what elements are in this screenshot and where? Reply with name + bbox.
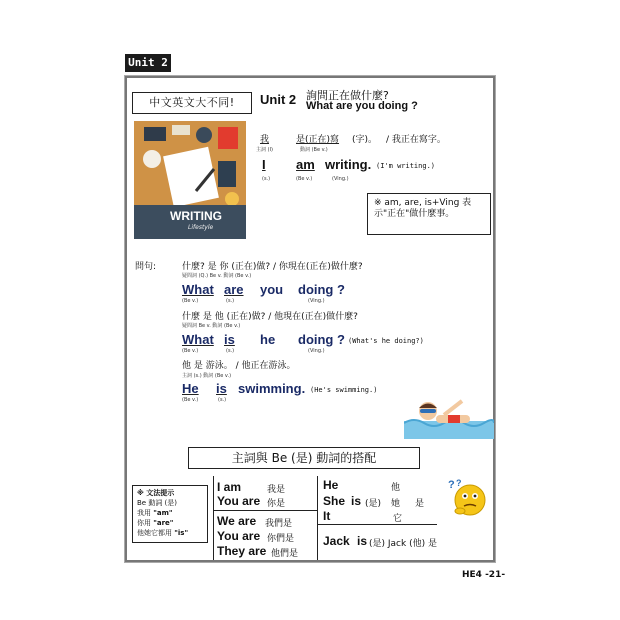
title-english: What are you doing ? — [306, 100, 418, 112]
q1-doing: doing ? — [298, 282, 345, 297]
a1-notes: 主詞 (s.) 動詞 (Be v.) — [182, 373, 232, 379]
row-you-are-cn: 你是 — [267, 499, 286, 509]
row-you-are: You are — [217, 494, 261, 508]
page-number: HE4 -21- — [462, 570, 506, 580]
q2-cn: 什麼 是 他 (正在)做? / 他現在(正在)做什麼? — [182, 312, 358, 322]
row-we-are-cn: 我們是 — [265, 519, 293, 529]
q2-notes: 疑問詞 Be v. 動詞 (Be v.) — [182, 323, 241, 329]
q2-doing: doing ? — [298, 332, 345, 347]
illustration-label: WRITING — [170, 209, 222, 223]
row-i-am-cn: 我是 — [267, 485, 286, 495]
q2-is: is — [224, 332, 235, 347]
illustration-sub: Lifestyle — [188, 224, 214, 231]
a1-he: He — [182, 381, 199, 396]
grammar-note — [132, 485, 208, 543]
ex1-note-subject: 主詞 (I) — [256, 147, 273, 153]
row-is: is — [351, 494, 362, 508]
row-jack: Jack — [323, 534, 350, 548]
thinking-face-illustration — [446, 478, 492, 518]
row-i-am: I am — [217, 480, 242, 494]
row-he: He — [323, 478, 339, 492]
row-it-cn: 它 — [393, 514, 403, 524]
ex1-n-bev: (Be v.) — [296, 176, 313, 182]
rule-box: ※ am, are, is+Ving 表示"正在"做什麼事。 — [367, 193, 491, 235]
row-we-are: We are — [217, 514, 257, 528]
row-they-are-cn: 他們是 — [271, 549, 299, 559]
svg-text:?: ? — [456, 478, 462, 488]
unit-title: Unit 2 — [260, 92, 297, 107]
writing-illustration — [134, 121, 246, 239]
svg-text:?: ? — [448, 479, 455, 491]
section-title: 主詞與 Be (是) 動詞的搭配 — [188, 447, 420, 469]
swimmer-illustration — [404, 395, 494, 439]
row-she-cn: 她 — [391, 499, 401, 509]
q1-you: you — [260, 282, 284, 297]
a1-swimming: swimming. — [238, 381, 306, 396]
a1-n1: (Be v.) — [182, 397, 199, 403]
row-they-are: They are — [217, 544, 267, 558]
ex1-n-s: (s.) — [262, 176, 271, 182]
subject-be-table — [213, 476, 437, 560]
unit-tag: Unit 2 — [125, 54, 171, 72]
q2-n3: (Ving.) — [308, 348, 325, 354]
q2-what: What — [182, 332, 214, 347]
q1-what: What — [182, 282, 214, 297]
q1-cn: 什麼? 是 你 (正在)做? / 你現在(正在)做什麼? — [182, 262, 363, 272]
row-is-cn: (是) — [365, 499, 382, 509]
a1-n2: (s.) — [218, 397, 227, 403]
row-jack-is: is — [357, 534, 368, 548]
row-jack-cn: (是) Jack (他) 是 — [369, 539, 437, 549]
row-you-are-pl: You are — [217, 529, 261, 543]
ex1-cn-subject: 我 — [260, 135, 270, 145]
a1-is: is — [216, 381, 227, 396]
q2-n2: (s.) — [226, 348, 235, 354]
title-chinese: 詢問正在做什麼? — [306, 89, 389, 102]
ex1-cn-be: 是(正在)寫 — [296, 135, 340, 145]
row-you-are-pl-cn: 你們是 — [267, 534, 295, 544]
row-is-cn-2: 是 — [415, 499, 425, 509]
question-label: 問句: — [135, 262, 157, 272]
ex1-cn-obj: (字)。 — [352, 135, 378, 145]
ex1-en-subject: I — [262, 157, 266, 172]
grammar-note-line4: 他她它都用 "is" — [137, 529, 189, 537]
q1-n3: (Ving.) — [308, 298, 325, 304]
grammar-note-title: ※ 文法提示 — [137, 489, 175, 497]
a1-cn: 他 是 游泳。 / 他正在游泳。 — [182, 361, 296, 371]
ex1-en-verb: writing. — [325, 157, 372, 172]
ex1-n-ving: (Ving.) — [332, 176, 349, 182]
grammar-note-line3: 你用 "are" — [137, 519, 174, 527]
swimmer-icon — [404, 395, 494, 439]
row-she: She — [323, 494, 346, 508]
q1-n2: (s.) — [226, 298, 235, 304]
ex1-note-be: 動詞 (Be v.) — [300, 147, 328, 153]
grammar-note-line1: Be 動詞 (是) — [137, 499, 178, 507]
q1-are: are — [224, 282, 244, 297]
q1-n1: (Be v.) — [182, 298, 199, 304]
q2-he: he — [260, 332, 276, 347]
thinking-face-icon — [446, 478, 492, 518]
row-it: It — [323, 509, 331, 523]
banner: 中文英文大不同! — [132, 92, 252, 114]
grammar-note-line2: 我用 "am" — [137, 509, 173, 517]
q2-n1: (Be v.) — [182, 348, 199, 354]
q2-trans: (What's he doing?) — [348, 337, 424, 345]
ex1-en-am: am — [296, 157, 315, 172]
q1-notes: 疑問詞 (Q.) Be v. 動詞 (Be v.) — [182, 273, 252, 279]
row-he-cn: 他 — [391, 483, 401, 493]
ex1-cn-trans: / 我正在寫字。 — [386, 135, 446, 145]
a1-trans: (He's swimming.) — [310, 386, 378, 394]
ex1-en-trans: (I'm writing.) — [376, 162, 436, 170]
